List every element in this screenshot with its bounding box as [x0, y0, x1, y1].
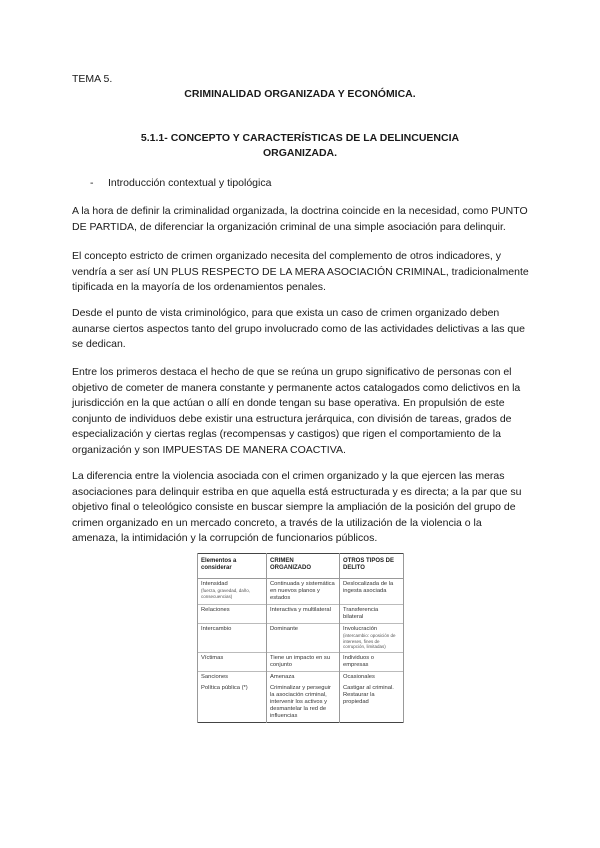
topic-label: TEMA 5. [72, 73, 113, 85]
table-cell: Tiene un impacto en su conjunto [267, 652, 340, 671]
bullet-text: Introducción contextual y tipológica [108, 177, 272, 189]
table-row [198, 671, 404, 683]
table-cell: Deslocalizada de la ingesta asociada [340, 579, 404, 605]
table-cell: Sanciones [198, 671, 267, 683]
table-row [198, 683, 404, 723]
table-header-cell: CRIMEN ORGANIZADO [267, 554, 340, 579]
cell-text: Involucración [343, 626, 378, 632]
table-row [198, 624, 404, 653]
table-cell: Individuos o empresas [340, 652, 404, 671]
table-cell: Víctimas [198, 652, 267, 671]
table-cell: Transferencia bilateral [340, 605, 404, 624]
table-header-row [198, 554, 404, 579]
paragraph-1: A la hora de definir la criminalidad organizada, la doctrina coincide en la necesidad, como PUNTO DE PARTIDA, de diferenciar la organización criminal de una simple asociación para delinquir. [72, 205, 528, 233]
cell-note: (intercambio: oposición de intereses, fines de corrupción, limitadas) [343, 633, 396, 649]
table-cell: Política pública (*) [198, 683, 267, 723]
table-header-cell: OTROS TIPOS DE DELITO [340, 554, 404, 579]
table-cell: Interactiva y multilateral [267, 605, 340, 624]
table-cell [198, 579, 267, 605]
document-title: CRIMINALIDAD ORGANIZADA Y ECONÓMICA. [184, 88, 416, 100]
table-cell: Continuada y sistemática en nuevos planos y estados [267, 579, 340, 605]
paragraph-4: Entre los primeros destaca el hecho de que se reúna un grupo significativo de personas con el objetivo de cometer de manera constante y permanente actos catalogados como delictivos en la jurisdicción en la que actúan o allí en donde tengan su base operativa. En propulsión de este conjunto de individuos debe existir una estructura jerárquica, con división de tareas, grados de especialización y ciertas reglas (recompensas y castigos) que rigen el comportamiento de la organización y son IMPUESTAS DE MANERA COACTIVA. [72, 366, 521, 456]
table-row [198, 579, 404, 605]
bullet-item [90, 177, 271, 189]
section-title-line2: ORGANIZADA. [262, 147, 338, 159]
paragraph-5: La diferencia entre la violencia asociada con el crimen organizado y la que ejercen las meras asociaciones para delinquir estriba en que aquella está estructurada y es directa; a la par que su objetivo final o teleológico consiste en buscar siempre la ampliación de la posición del grupo de crimen organizado en un mercado concreto, a través de la utilización de la violencia o la amenaza, la intimidación y la corrupción de funcionarios públicos. [72, 470, 522, 545]
table-cell: Relaciones [198, 605, 267, 624]
table-row [198, 605, 404, 624]
table-cell: Castigar al criminal. Restaurar la propiedad [340, 683, 404, 723]
paragraph-3: Desde el punto de vista criminológico, para que exista un caso de crimen organizado deben aunarse ciertos aspectos tanto del grupo involucrado como de las actividades delictivas a las que se dedican. [72, 307, 525, 351]
paragraph-2: El concepto estricto de crimen organizado necesita del complemento de otros indicadores, y vendría a ser así UN PLUS RESPECTO DE LA MERA ASOCIACIÓN CRIMINAL, tradicionalmente tipificada en la mayoría de los ordenamientos penales. [72, 250, 529, 294]
cell-text: Intensidad [201, 581, 228, 587]
table-cell [340, 624, 404, 653]
comparison-table [197, 553, 404, 723]
table-row [198, 652, 404, 671]
table-cell: Ocasionales [340, 671, 404, 683]
table-cell: Criminalizar y perseguir la asociación criminal, intervenir los activos y desmantelar la red de influencias [267, 683, 340, 723]
cell-note: (fuerza, gravedad, daño, consecuencias) [201, 588, 251, 599]
section-title [0, 131, 600, 161]
table-cell: Intercambio [198, 624, 267, 653]
section-title-line1: 5.1.1- CONCEPTO Y CARACTERÍSTICAS DE LA DELINCUENCIA [140, 132, 460, 144]
table-cell: Amenaza [267, 671, 340, 683]
table-header-cell: Elementos a considerar [198, 554, 267, 579]
bullet-dash: - [90, 177, 94, 189]
table-cell: Dominante [267, 624, 340, 653]
